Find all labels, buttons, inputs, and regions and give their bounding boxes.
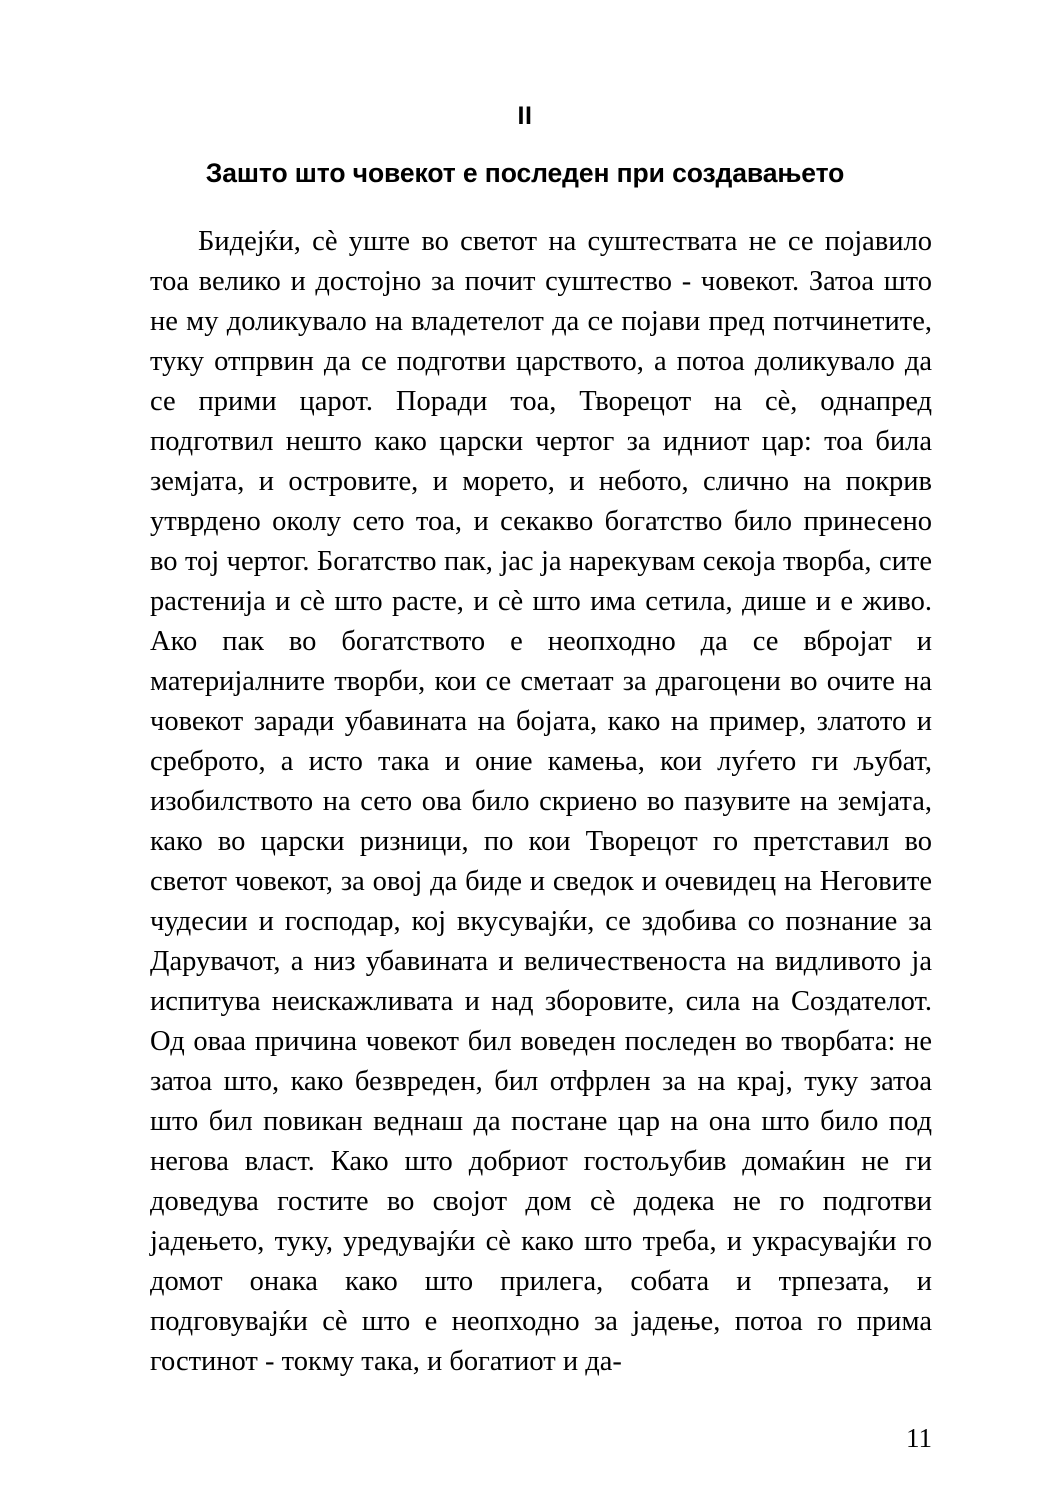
- chapter-number: II: [517, 102, 533, 130]
- page-number: 11: [906, 1423, 932, 1453]
- body-paragraph: Бидејќи, сѐ уште во светот на суштествата не се појавило тоа велико и достојно за почит суштество - човекот. Затоа што не му доликувало на владетелот да се појави пред потчинетите, туку отпрвин да се подготви царството, а потоа доликувало да се прими царот. Поради тоа, Творецот на сѐ, однапред подготвил нешто како царски чертог за идниот цар: тоа била земјата, и островите, и морето, и небото, слично на покрив утврдено околу сето тоа, и секакво богатство било принесено во тој чертог. Богатство пак, јас ја нарекувам секоја творба, сите растенија и сѐ што расте, и сѐ што има сетила, дише и е живо. Ако пак во богатството е неопходно да се вбројат и материјалните творби, кои се сметаат за драгоцени во очите на човекот заради убавината на бојата, како на пример, златото и среброто, а исто така и оние камења, кои луѓето ги љубат, изобилството на сето ова било скриено во пазувите на земјата, како во царски ризници, по кои Творецот го претставил во светот човекот, за овој да биде и сведок и очевидец на Неговите чудесии и господар, кој вкусувајќи, се здобива со познание за Дарувачот, а низ убавината и величественоста на видливото ја испитува неискажливата и над зборовите, сила на Создателот. Од оваа причина човекот бил воведен последен во творбата: не затоа што, како безвреден, бил отфрлен за на крај, туку затоа што бил повикан веднаш да постане цар на она што било под негова власт. Како што добриот гостољубив домаќин не ги доведува гостите во својот дом сѐ додека не го подготви јадењето, туку, уредувајќи сѐ како што треба, и украсувајќи го домот онака како што прилега, собата и трпезата, и подговувајќи сѐ што е неопходно за јадење, потоа го прима гостинот - токму така, и богатиот и да-: [150, 226, 932, 1377]
- body-text-block: [150, 222, 932, 1382]
- chapter-title: Зашто што човекот е последен при создавањето: [205, 157, 845, 188]
